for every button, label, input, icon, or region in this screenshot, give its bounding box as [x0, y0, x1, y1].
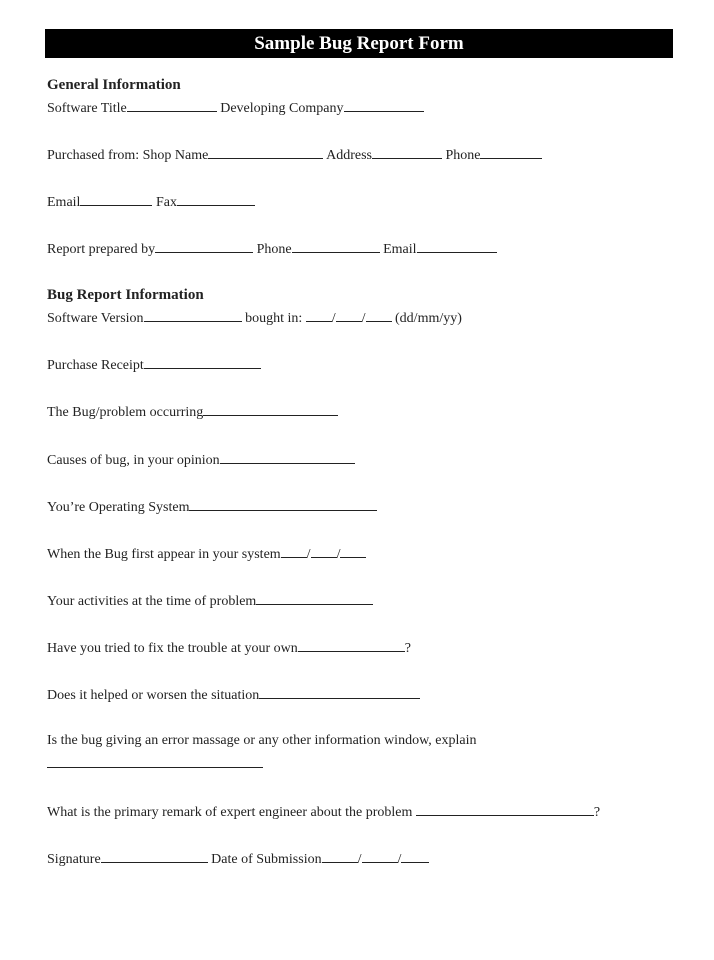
expert-remark-label: What is the primary remark of expert engineer about the problem	[47, 805, 413, 820]
developing-company-label: Developing Company	[220, 101, 344, 116]
row-helped-worsen	[47, 685, 420, 705]
developing-company-field[interactable]	[344, 98, 424, 112]
activities-field[interactable]	[256, 591, 373, 605]
date-separator: /	[331, 311, 336, 326]
software-version-label: Software Version	[47, 311, 144, 326]
row-email-fax	[47, 192, 255, 212]
preparer-phone-label: Phone	[256, 242, 292, 257]
error-message-label: Is the bug giving an error massage or any other information window, explain	[47, 733, 477, 748]
helped-worsen-label: Does it helped or worsen the situation	[47, 688, 260, 703]
first-appear-month-field[interactable]	[311, 544, 337, 558]
preparer-phone-field[interactable]	[292, 239, 380, 253]
report-prepared-label: Report prepared by	[47, 242, 156, 257]
row-activities	[47, 591, 373, 611]
bug-occurring-field[interactable]	[203, 402, 338, 416]
bug-occurring-label: The Bug/problem occurring	[47, 405, 204, 420]
error-message-field[interactable]	[47, 754, 263, 768]
address-label: Address	[326, 148, 372, 163]
row-software-title	[47, 98, 424, 118]
signature-label: Signature	[47, 852, 101, 867]
row-bug-occurring	[47, 402, 338, 422]
section-heading-general: General Information	[47, 77, 181, 93]
date-separator: /	[357, 852, 362, 867]
row-expert-remark	[47, 802, 600, 822]
shop-name-label: Purchased from: Shop Name	[47, 148, 209, 163]
software-version-field[interactable]	[144, 308, 242, 322]
row-software-version	[47, 308, 462, 328]
first-appear-day-field[interactable]	[281, 544, 307, 558]
causes-of-bug-label: Causes of bug, in your opinion	[47, 453, 220, 468]
row-error-message-answer	[47, 754, 263, 774]
tried-fix-field[interactable]	[298, 638, 405, 652]
question-mark: ?	[593, 805, 601, 820]
operating-system-label: You’re Operating System	[47, 500, 190, 515]
date-separator: /	[361, 311, 366, 326]
activities-label: Your activities at the time of problem	[47, 594, 257, 609]
phone-label: Phone	[445, 148, 481, 163]
email-label: Email	[47, 195, 81, 210]
purchase-receipt-field[interactable]	[144, 355, 261, 369]
helped-worsen-field[interactable]	[259, 685, 420, 699]
phone-field[interactable]	[480, 145, 542, 159]
expert-remark-field[interactable]	[416, 802, 594, 816]
form-title: Sample Bug Report Form	[45, 29, 673, 58]
row-purchase-receipt	[47, 355, 261, 375]
row-first-appear	[47, 544, 366, 564]
bought-in-label: bought in:	[245, 311, 303, 326]
date-of-submission-label: Date of Submission	[211, 852, 322, 867]
date-separator: /	[306, 547, 311, 562]
address-field[interactable]	[372, 145, 442, 159]
purchase-receipt-label: Purchase Receipt	[47, 358, 144, 373]
operating-system-field[interactable]	[189, 497, 377, 511]
row-error-message	[47, 732, 476, 750]
date-separator: /	[397, 852, 402, 867]
bought-month-field[interactable]	[336, 308, 362, 322]
row-signature	[47, 849, 429, 869]
bought-year-field[interactable]	[366, 308, 392, 322]
fax-field[interactable]	[177, 192, 255, 206]
row-report-prepared	[47, 239, 497, 259]
fax-label: Fax	[155, 195, 177, 210]
tried-fix-label: Have you tried to fix the trouble at your own	[47, 641, 298, 656]
preparer-email-field[interactable]	[417, 239, 497, 253]
first-appear-label: When the Bug first appear in your system	[47, 547, 281, 562]
row-operating-system	[47, 497, 377, 517]
causes-of-bug-field[interactable]	[220, 450, 355, 464]
question-mark: ?	[404, 641, 411, 656]
row-purchased-from	[47, 145, 542, 165]
software-title-label: Software Title	[47, 101, 127, 116]
software-title-field[interactable]	[127, 98, 217, 112]
date-separator: /	[336, 547, 341, 562]
shop-name-field[interactable]	[208, 145, 323, 159]
submission-month-field[interactable]	[362, 849, 398, 863]
report-prepared-field[interactable]	[155, 239, 253, 253]
email-field[interactable]	[80, 192, 152, 206]
row-causes-of-bug	[47, 450, 355, 470]
date-format-hint: (dd/mm/yy)	[395, 311, 462, 326]
first-appear-year-field[interactable]	[340, 544, 366, 558]
row-tried-fix	[47, 638, 411, 658]
signature-field[interactable]	[101, 849, 208, 863]
submission-year-field[interactable]	[401, 849, 429, 863]
preparer-email-label: Email	[383, 242, 417, 257]
bought-day-field[interactable]	[306, 308, 332, 322]
section-heading-bug: Bug Report Information	[47, 287, 204, 303]
submission-day-field[interactable]	[322, 849, 358, 863]
